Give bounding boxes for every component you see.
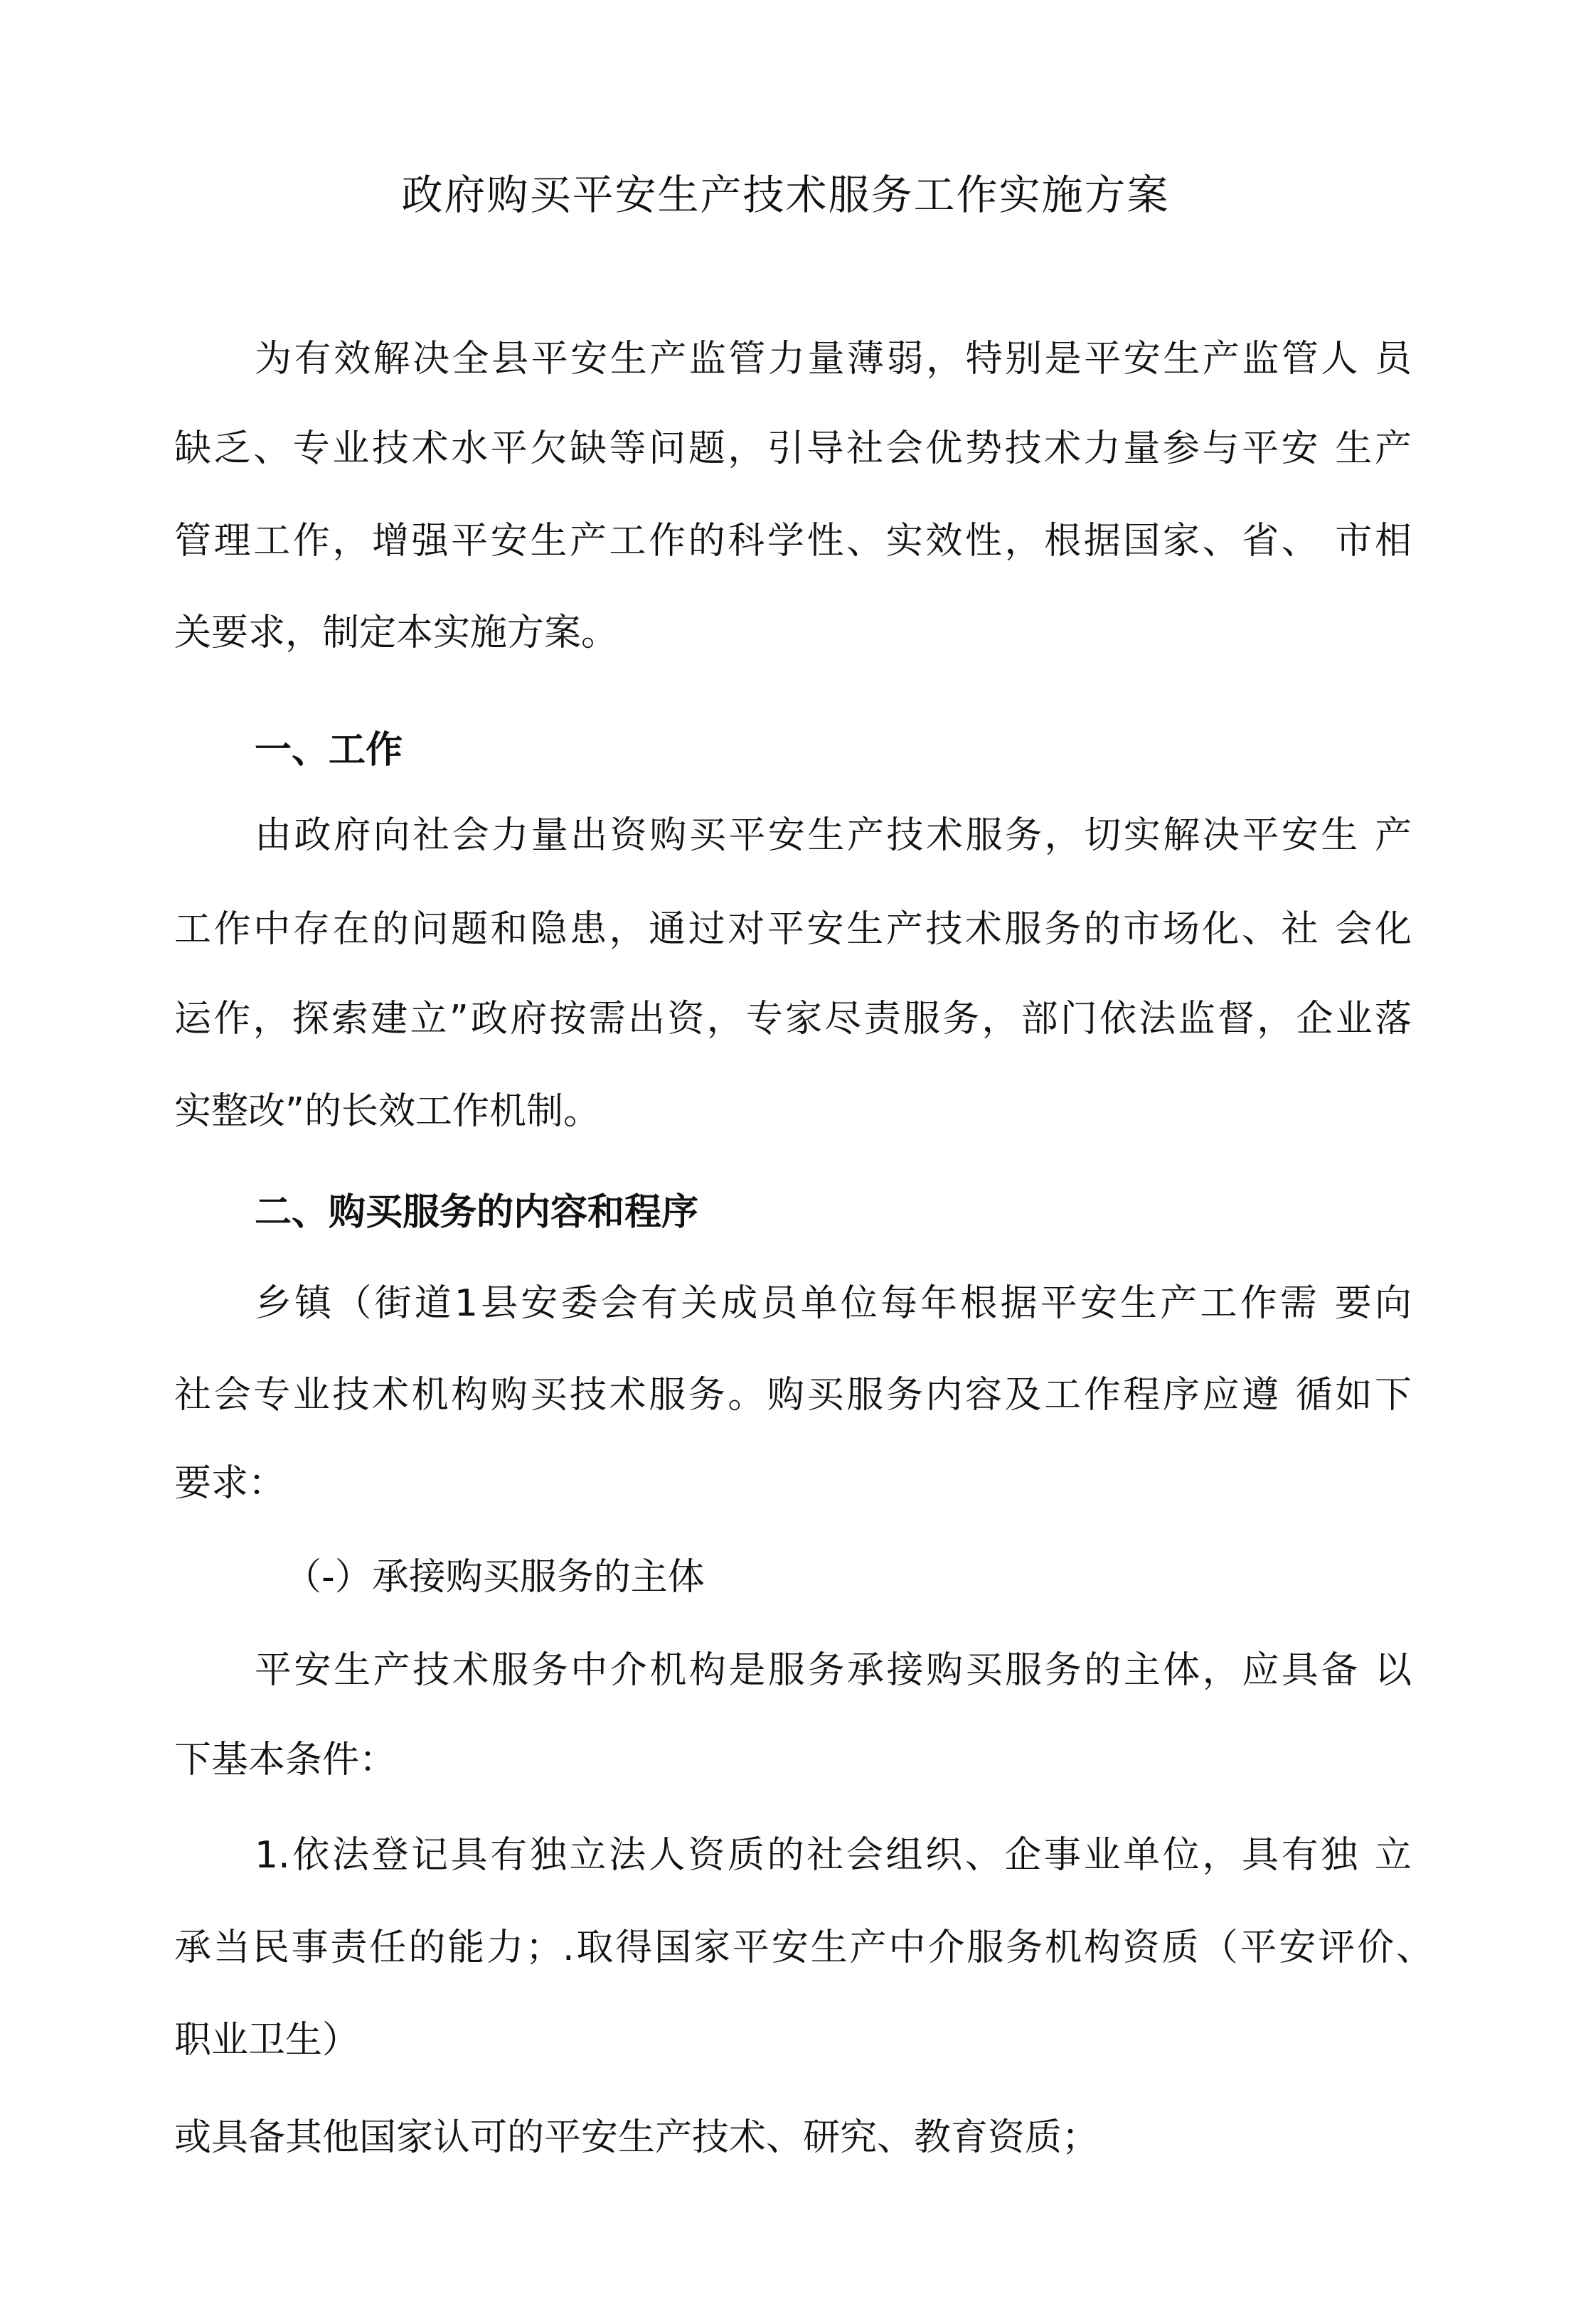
section-1-heading: 一、工作 [255,729,403,772]
section-1-line-4: 实整改”的长效工作机制。 [174,1090,600,1133]
section-2-heading: 二、购买服务的内容和程序 [255,1191,699,1234]
section-2-line-1: 乡镇（街道1县安委会有关成员单位每年根据平安生产工作需 要向 [255,1282,1412,1325]
intro-line-3: 管理工作，增强平安生产工作的科学性、实效性，根据国家、省、 市相 [174,520,1412,563]
document-title: 政府购买平安生产技术服务工作实施方案 [401,171,1170,219]
item-1-line-2: 承当民事责任的能力；.取得国家平安生产中介服务机构资质（平安评价、 [174,1926,1433,1969]
section-1-line-2: 工作中存在的问题和隐患，通过对平安生产技术服务的市场化、社 会化 [174,908,1412,951]
section-1-line-3: 运作，探索建立”政府按需出资，专家尽责服务，部门依法监督，企业落 [174,998,1412,1040]
item-1-line-3: 职业卫生） [174,2019,360,2062]
subsection-1-heading: （-）承接购买服务的主体 [284,1556,705,1599]
subsection-1-line-1: 平安生产技术服务中介机构是服务承接购买服务的主体，应具备 以 [255,1649,1412,1692]
subsection-1-line-2: 下基本条件： [174,1739,397,1781]
item-1-line-1: 1.依法登记具有独立法人资质的社会组织、企事业单位，具有独 立 [255,1834,1412,1877]
intro-line-4: 关要求，制定本实施方案。 [174,612,619,654]
item-1-line-4: 或具备其他国家认可的平安生产技术、研究、教育资质； [174,2116,1099,2159]
section-2-line-2: 社会专业技术机构购买技术服务。购买服务内容及工作程序应遵 循如下 [174,1374,1412,1417]
section-2-line-3: 要求： [174,1462,286,1505]
section-1-line-1: 由政府向社会力量出资购买平安生产技术服务，切实解决平安生 产 [255,814,1412,857]
intro-line-2: 缺乏、专业技术水平欠缺等问题，引导社会优势技术力量参与平安 生产 [174,427,1412,470]
intro-line-1: 为有效解决全县平安生产监管力量薄弱，特别是平安生产监管人 员 [255,338,1412,380]
